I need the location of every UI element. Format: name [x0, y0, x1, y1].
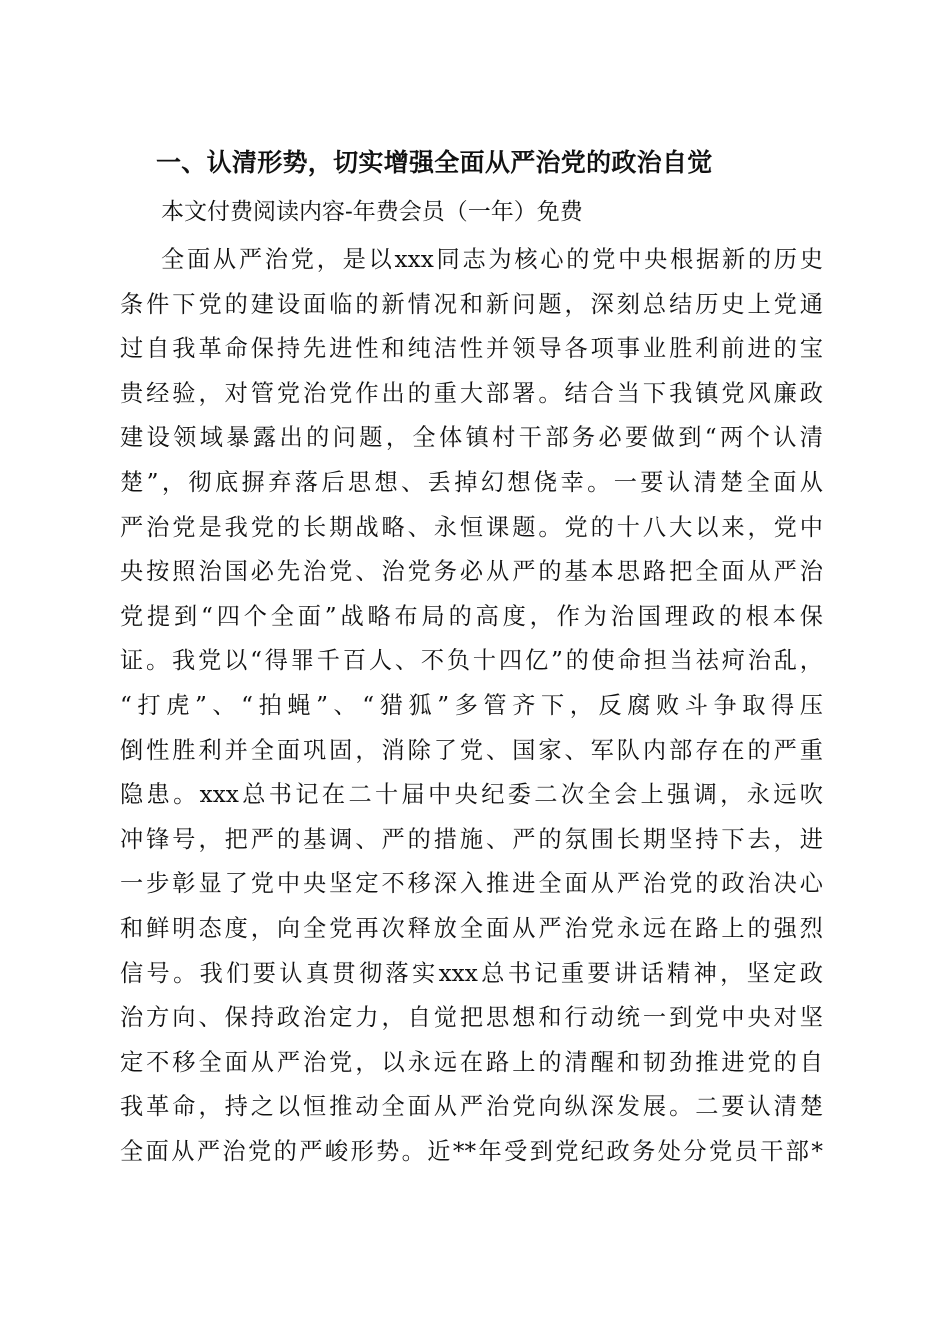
body-line: 信号。我们要认真贯彻落实xxx总书记重要讲话精神，坚定政 — [120, 959, 823, 987]
body-line: 我革命，持之以恒推动全面从严治党向纵深发展。二要认清楚 — [120, 1093, 823, 1121]
body-line: 和鲜明态度，向全党再次释放全面从严治党永远在路上的强烈 — [120, 914, 823, 942]
body-line: “打虎”、“拍蝇”、“猎狐”多管齐下，反腐败斗争取得压 — [120, 691, 823, 719]
body-line: 建设领域暴露出的问题，全体镇村干部务必要做到“两个认清 — [120, 424, 823, 452]
body-line: 治方向、保持政治定力，自觉把思想和行动统一到党中央对坚 — [120, 1004, 823, 1032]
body-line: 全面从严治党，是以xxx同志为核心的党中央根据新的历史 — [161, 246, 823, 273]
body-line: 证。我党以“得罪千百人、不负十四亿”的使命担当祛疴治乱， — [120, 647, 823, 675]
body-line: 隐患。xxx总书记在二十届中央纪委二次全会上强调，永远吹 — [120, 781, 823, 809]
body-line: 贵经验，对管党治党作出的重大部署。结合当下我镇党风廉政 — [120, 379, 823, 407]
body-line: 倒性胜利并全面巩固，消除了党、国家、军队内部存在的严重 — [120, 736, 823, 764]
body-line: 冲锋号，把严的基调、严的措施、严的氛围长期坚持下去，进 — [120, 825, 823, 853]
body-line: 党提到“四个全面”战略布局的高度，作为治国理政的根本保 — [120, 602, 823, 630]
paid-content-notice: 本文付费阅读内容-年费会员（一年）免费 — [161, 199, 583, 225]
document-page — [120, 138, 823, 1174]
body-line: 条件下党的建设面临的新情况和新问题，深刻总结历史上党通 — [120, 290, 823, 318]
body-line: 严治党是我党的长期战略、永恒课题。党的十八大以来，党中 — [120, 513, 823, 541]
body-line: 一步彰显了党中央坚定不移深入推进全面从严治党的政治决心 — [120, 870, 823, 898]
body-line: 全面从严治党的严峻形势。近**年受到党纪政务处分党员干部* — [120, 1137, 823, 1165]
body-paragraph — [120, 238, 823, 1174]
body-line: 定不移全面从严治党，以永远在路上的清醒和韧劲推进党的自 — [120, 1048, 823, 1076]
body-line: 过自我革命保持先进性和纯洁性并领导各项事业胜利前进的宝 — [120, 335, 823, 363]
section-heading: 一、认清形势，切实增强全面从严治党的政治自觉 — [156, 148, 713, 177]
body-line: 楚”，彻底摒弃落后思想、丢掉幻想侥幸。一要认清楚全面从 — [120, 468, 823, 496]
body-line: 央按照治国必先治党、治党务必从严的基本思路把全面从严治 — [120, 558, 823, 586]
